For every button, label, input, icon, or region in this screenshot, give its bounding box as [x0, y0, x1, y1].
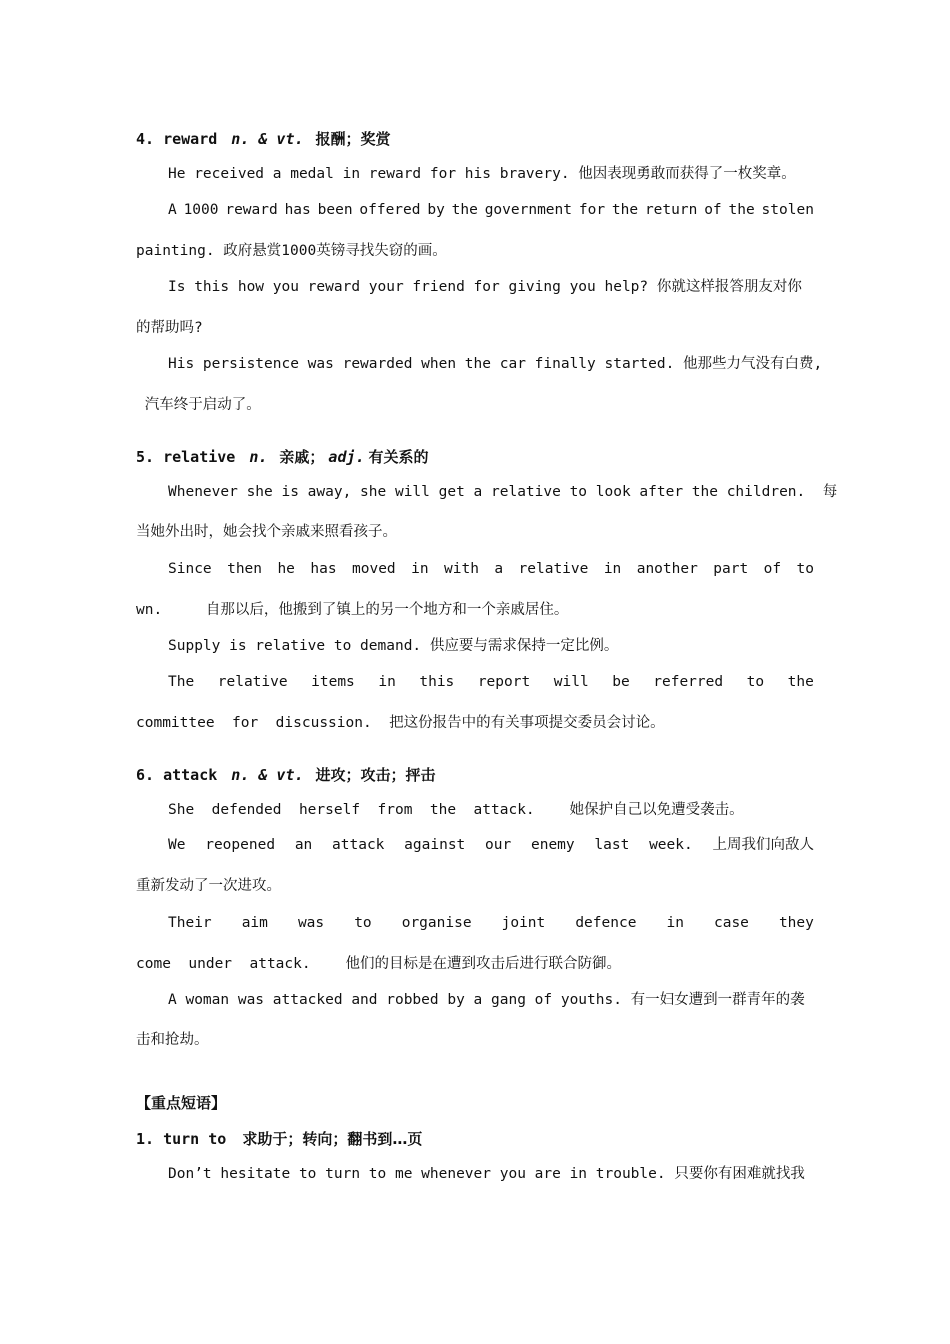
- example-sentence-continuation: come under attack. 他们的目标是在遭到攻击后进行联合防御。: [136, 956, 622, 972]
- example-sentence: His persistence was rewarded when the car finally started. 他那些力气没有白费,: [168, 356, 823, 372]
- word: 上周我们向敌人: [712, 837, 814, 853]
- example-sentence: Supply is relative to demand. 供应要与需求保持一定比例。: [168, 638, 619, 654]
- entry-meaning: 进攻；攻击；抨击: [315, 766, 436, 784]
- entry-word: 5. relative: [136, 448, 236, 466]
- word: in: [411, 561, 429, 577]
- word: for: [578, 202, 606, 218]
- word: of: [763, 561, 782, 577]
- word: attack: [332, 837, 385, 853]
- example-sentence: She defended herself from the attack. 她保护自己以免遭受袭击。: [168, 802, 744, 818]
- entry-heading-relative: [136, 446, 429, 467]
- example-sentence-continuation: 当她外出时，她会找个亲戚来照看孩子。: [136, 524, 397, 540]
- word: defence: [575, 915, 637, 931]
- word: relative: [217, 674, 288, 690]
- word: then: [227, 561, 263, 577]
- word: an: [294, 837, 313, 853]
- word: be: [612, 674, 630, 690]
- word: the: [787, 674, 814, 690]
- word: the: [451, 202, 478, 218]
- word: our: [485, 837, 512, 853]
- example-sentence-continuation: 重新发动了一次进攻。: [136, 878, 281, 894]
- word: part: [713, 561, 749, 577]
- word: items: [311, 674, 355, 690]
- entry-heading-reward: [136, 128, 391, 149]
- part-of-speech: n. & vt.: [231, 766, 304, 784]
- example-sentence: A woman was attacked and robbed by a gang of youths. 有一妇女遭到一群青年的袭: [168, 992, 805, 1008]
- word: this: [419, 674, 455, 690]
- entry-meaning: 有关系的: [368, 448, 429, 466]
- word: another: [636, 561, 698, 577]
- entry-meaning: 亲戚；: [279, 448, 325, 466]
- word: reward: [225, 202, 278, 218]
- example-sentence-continuation: 的帮助吗?: [136, 320, 203, 336]
- word: they: [778, 915, 814, 931]
- example-sentence: Don’t hesitate to turn to me whenever you are in trouble. 只要你有困难就找我: [168, 1166, 805, 1182]
- word: was: [297, 915, 325, 931]
- word: will: [553, 674, 589, 690]
- example-sentence-continuation: 汽车终于启动了。: [136, 397, 261, 413]
- example-sentence: Is this how you reward your friend for giving you help? 你就这样报答朋友对你: [168, 279, 802, 295]
- phrase-heading-turn-to: [136, 1128, 422, 1149]
- word: of: [704, 202, 722, 218]
- word: moved: [352, 561, 396, 577]
- word: return: [644, 202, 698, 218]
- entry-meaning: 报酬；奖赏: [315, 130, 391, 148]
- word: in: [666, 915, 684, 931]
- entry-word: 4. reward: [136, 130, 218, 148]
- word: to: [796, 561, 814, 577]
- word: the: [611, 202, 639, 218]
- part-of-speech: n.: [249, 448, 268, 466]
- example-sentence: Whenever she is away, she will get a relative to look after the children. 每: [168, 484, 838, 500]
- word: the: [728, 202, 755, 218]
- word: referred: [653, 674, 724, 690]
- word: organise: [401, 915, 472, 931]
- example-sentence-justified: [168, 559, 814, 579]
- word: offered: [359, 202, 421, 218]
- example-sentence-justified: [168, 913, 814, 933]
- word: stolen: [761, 202, 814, 218]
- entry-heading-attack: [136, 764, 436, 785]
- word: Their: [168, 915, 212, 931]
- example-sentence-continuation: committee for discussion. 把这份报告中的有关事项提交委员会讨论。: [136, 715, 665, 731]
- word: has: [310, 561, 337, 577]
- word: The: [168, 674, 195, 690]
- word: We: [168, 837, 186, 853]
- word: Since: [168, 561, 212, 577]
- word: in: [603, 561, 622, 577]
- phrase-meaning: 求助于；转向；翻书到…页: [242, 1130, 423, 1148]
- word: been: [317, 202, 353, 218]
- example-sentence-continuation: painting. 政府悬赏1000英镑寻找失窃的画。: [136, 243, 447, 259]
- word: case: [713, 915, 749, 931]
- word: A: [168, 202, 177, 218]
- word: to: [746, 674, 765, 690]
- word: with: [444, 561, 479, 577]
- example-sentence-justified: [168, 835, 814, 855]
- word: last: [594, 837, 630, 853]
- word: enemy: [530, 837, 575, 853]
- example-sentence-justified: [168, 200, 814, 220]
- example-sentence-justified: [168, 672, 814, 692]
- example-sentence-continuation: wn. 自那以后，他搬到了镇上的另一个地方和一个亲戚居住。: [136, 602, 569, 618]
- word: a: [494, 561, 504, 577]
- word: he: [277, 561, 295, 577]
- word: report: [477, 674, 531, 690]
- word: by: [427, 202, 445, 218]
- word: to: [354, 915, 372, 931]
- word: week.: [649, 837, 693, 853]
- entry-word: 6. attack: [136, 766, 218, 784]
- word: relative: [518, 561, 589, 577]
- part-of-speech: adj.: [328, 448, 365, 466]
- word: joint: [501, 915, 546, 931]
- example-sentence-continuation: 击和抢劫。: [136, 1032, 209, 1048]
- word: government: [484, 202, 573, 218]
- word: in: [378, 674, 396, 690]
- word: against: [404, 837, 466, 853]
- phrase-word: 1. turn to: [136, 1130, 227, 1148]
- word: reopened: [205, 837, 276, 853]
- example-sentence: He received a medal in reward for his bravery. 他因表现勇敢而获得了一枚奖章。: [168, 166, 796, 182]
- word: 1000: [183, 202, 219, 218]
- word: has: [284, 202, 311, 218]
- part-of-speech: n. & vt.: [231, 130, 304, 148]
- section-title: 【重点短语】: [136, 1094, 227, 1112]
- word: aim: [241, 915, 268, 931]
